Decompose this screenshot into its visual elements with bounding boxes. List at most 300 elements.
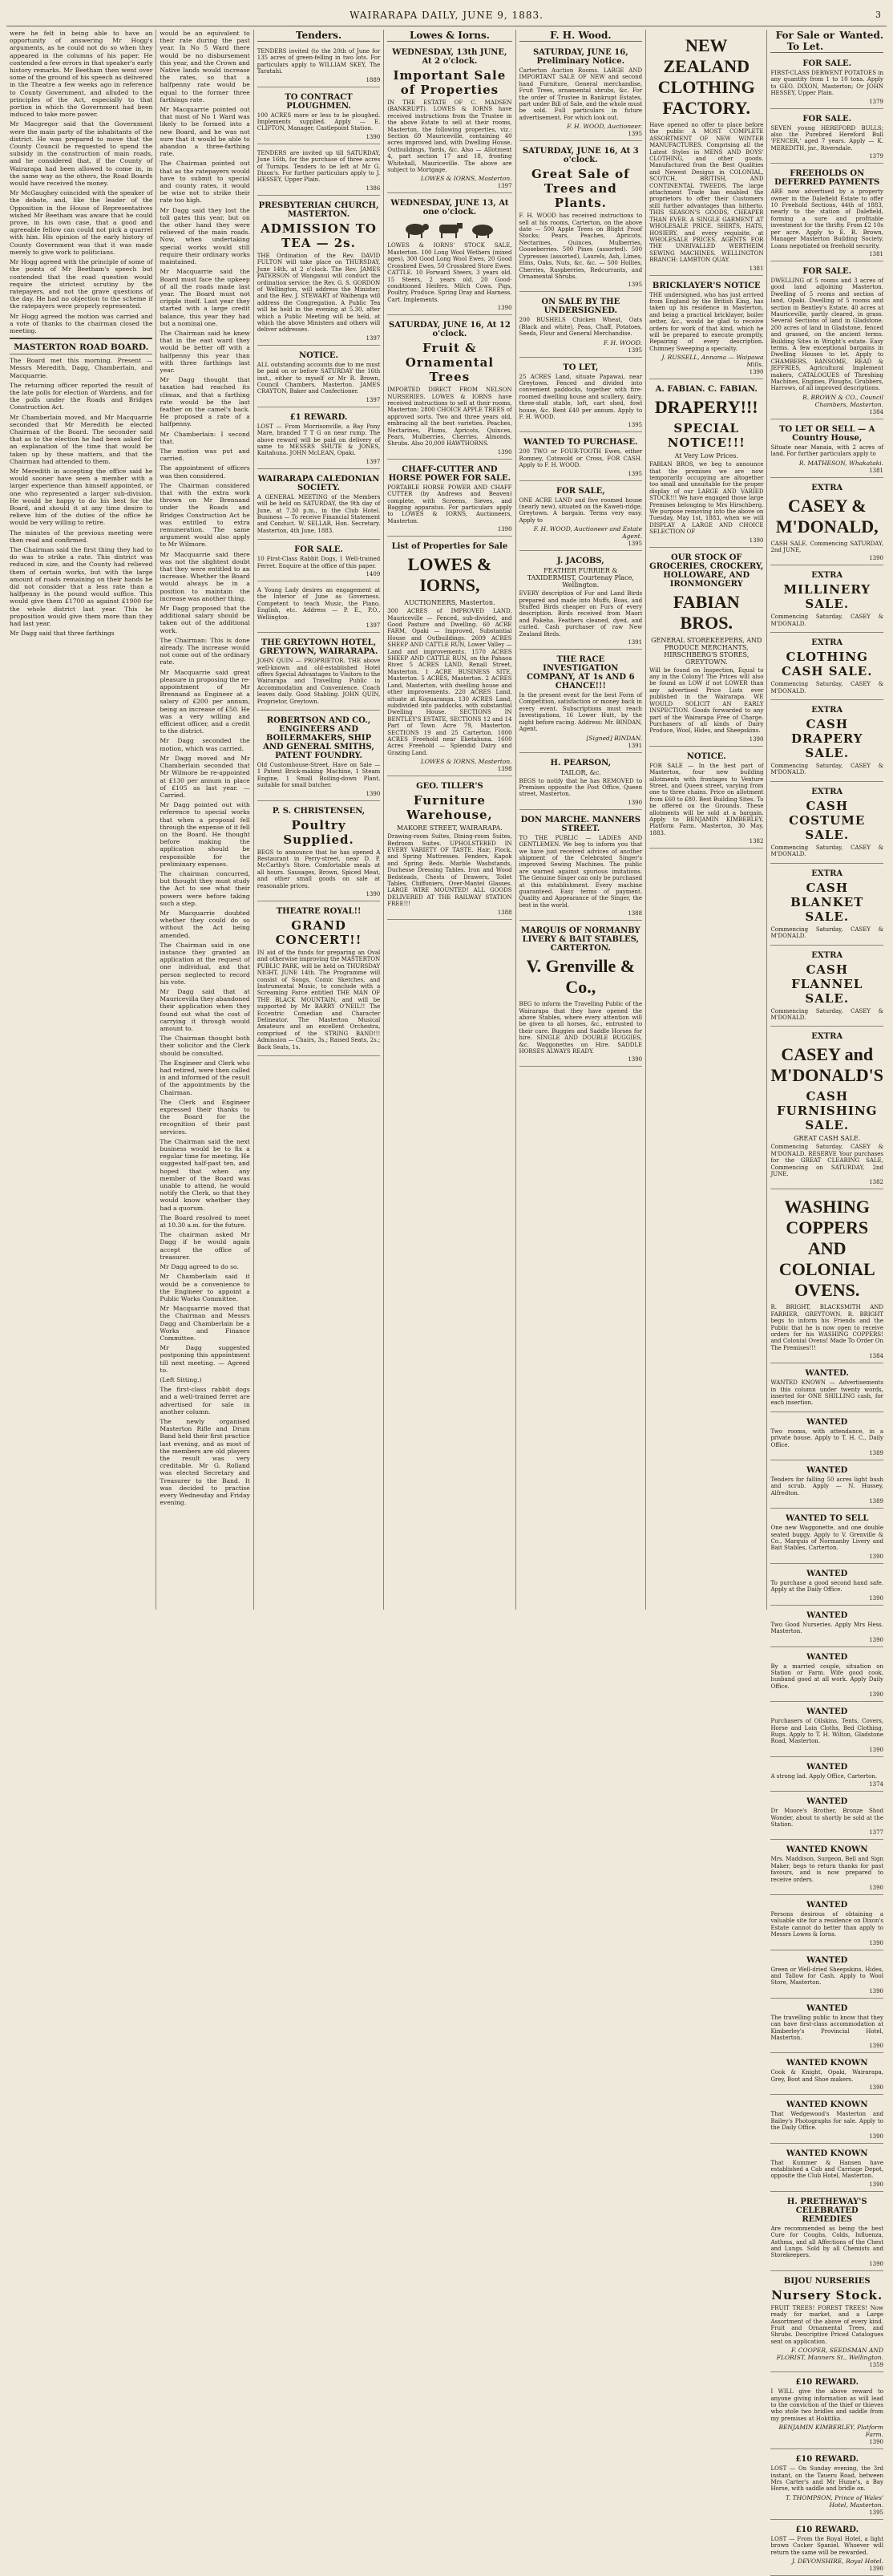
ad-number: 1397 [366,334,381,342]
ad-heading: ROBERTSON AND CO., ENGINEERS AND BOILERMAKERS, SHIP AND GENERAL SMITHS, PATENT FOUNDRY. [263,715,374,760]
advertisement [770,1649,883,1703]
advertisement [257,89,381,144]
advertisement [770,1191,883,1363]
ad-body: One new Waggonette, and one double seated buggy. Apply to V. Grenville & Co., Marquis of Normanby Livery and Bait Stables, Carterton. [770,1525,884,1552]
ad-body: THE Ordination of the Rev. DAVID FULTON will take place on THURSDAY, June 14th, at 2 o'clock. The Rev. JAMES PATERSON of Wanganui will conduct the ordination service; the Rev. G. S. GORDON of Wellington, will address the Minister; and the Rev. J. STEWART of Waihenga will address the Congregation. A Public Tea will be held in the evening at 5.30, after which a Public Meeting will be held, at which the above Ministers and others will deliver addresses. [257,252,381,334]
article-paragraph: The Chairman said the first thing they had to do was to strike a rate. This district was reduced in size, and the County had relieved them of certain works, but with the large amount of roads remaining on their hands he did not consider that a less rate than a halfpenny in the pound would suffice. This would give them £1700 as against £1900 for the whole district last year. This he proposition would give them more than they had last year. [10,546,153,628]
advertisement [519,434,643,480]
article-paragraph: The Chairman considered that with the extra work thrown on Mr Brennand under the Roads and Bridges Construction Act he was entitled to extra remuneration. The same argument would also apply to Mr Wilmore. [160,481,250,549]
ad-display-line: CASH COSTUME SALE. [789,798,866,842]
advertisement [770,1414,883,1460]
ad-heading: WANTED [806,1901,848,1910]
advertisement [257,347,381,407]
advertisement [770,2145,883,2192]
ad-heading: WEDNESDAY, JUNE 13, At one o'clock. [390,199,509,217]
article-paragraph: The minutes of the previous meeting were then read and confirmed. [10,529,153,544]
advertisement [257,634,381,711]
article-paragraph: Mr Macquarrie doubted whether they could do so without the Act being amended. [160,909,250,939]
ad-heading: WANTED [806,1762,848,1772]
ad-heading: EXTRA [811,638,843,648]
advertisement [387,538,511,776]
ad-body: LOST — From the Royal Hotel, a light brown Cocker Spaniel. Whoever will return the same will be rewarded. [770,2535,884,2556]
ad-heading: SATURDAY, JUNE 16, At 12 o'clock. [389,321,511,339]
livestock-illustrations [387,220,511,239]
ad-display-line: CASH DRAPERY SALE. [790,717,863,761]
article-paragraph: The Chairman said in one instance they granted an application at the request of one individual, and that person neglected to record his vote. [160,941,250,986]
advertisement [770,1759,883,1792]
ad-number: 1390 [869,1636,884,1643]
ad-display-line: CASH BLANKET SALE. [790,880,864,924]
ad-display-line: CASH FLANNEL SALE. [791,962,863,1006]
advertisement [770,1028,883,1189]
ad-number: 1395 [628,470,643,477]
ad-heading: FOR SALE, [556,486,605,496]
article-paragraph: were he felt in being able to have an opportunity of answering Mr Hogg's arguments, as he could not do so when they appeared in the columns of his paper. He contended a few errors in that speaker's early history remarks. Mr Beetham then went over some of the ground of his speech as delivered in the Theatre a few weeks ago in reference to County Government, and alluded to the principles of the Act, especially to that portion in which the Government had been induced to take more power. [10,30,153,119]
advertisement [770,2273,883,2372]
ad-body: IN THE ESTATE OF C. MADSEN (BANKRUPT). LOWES & IORNS have received instructions from the Trustee in the above Estate to sell at their rooms, Masterton, the following properties, viz.: Section 69 Mauriceville, containing 40 acres improved land, with Dwelling House, Outbuildings, Yards, &c. Also — Allotment 4, part section 17 and 18, fronting Whitehall, Mauriceville. The above are subject to Mortgage. [387,99,512,174]
article-paragraph: The Chairman thought both their solicitor and the Clerk should be consulted. [160,1035,250,1057]
ad-number: 1386 [366,184,381,192]
article-paragraph: Mr Dagg moved and Mr Chamberlain seconded that Mr Wilmore be re-appointed at £130 per annum in place of £105 as last year. — Carried. [160,754,250,799]
ad-heading: WAIRARAPA CALEDONIAN SOCIETY. [257,474,380,492]
cow-icon [434,220,465,239]
advertisement [649,381,763,547]
article-paragraph: The Chairman: This is done already. The increase would not come out of the ordinary rate. [160,636,250,666]
ad-heading: TO CONTRACT PLOUGHMEN. [285,92,353,111]
advertisement [257,583,381,633]
ad-display-title: V. Grenville & Co., [526,956,636,998]
ad-heading: DON MARCHE. MANNERS STREET. [520,815,641,833]
advertisement [649,30,763,276]
ad-display-title: DRAPERY!!! [654,397,758,418]
column-heading: F. H. Wood. [519,30,643,42]
ad-body: 200 TWO or FOUR-TOOTH Ewes, either Romney, Cotswold or Cross, FOR CASH. Apply to F. H. WOOD. [519,448,643,469]
column-heading: Tenders. [257,30,381,42]
ad-heading: WANTED [806,1797,848,1807]
page-number: 3 [875,10,882,20]
ad-signature: F. H. WOOD, Auctioneer. [567,123,643,131]
advertisement [519,294,643,357]
ad-display-line: Poultry Supplied. [283,817,354,847]
ad-heading: WANTED [806,2003,848,2013]
ad-body: 100 ACRES more or less to be ploughed. Implements supplied. Apply — E. CLIFTON, Manager, Castlepoint Station. [257,111,381,132]
ad-body: TENDERS invited (to the 20th of June for 135 acres of green-felling in two lots. For particulars apply to WILLIAM SKEY, The Taratahi. [257,48,381,75]
ad-heading: THE RACE INVESTIGATION COMPANY, AT 1s AND 6 CHANCE!!! [527,655,635,691]
advertisement [770,947,883,1027]
ad-heading: £10 REWARD. [795,2455,859,2465]
ad-heading: WANTED KNOWN [786,2100,868,2110]
ad-subheading: GENERAL STOREKEEPERS, AND PRODUCE MERCHANTS, HIRSCHBERG'S STORES, GREYTOWN. [651,636,762,666]
article-paragraph: Mr Chamberlain said it would be a convenience to the Engineer to appoint a Public Works Committee. [160,1273,250,1302]
ad-body: PORTABLE HORSE POWER AND CHAFF CUTTER (by Andrews and Beaven) complete, with Screens, Sieves, and Bagging apparatus. For particulars apply to LOWES & IORNS, Auctioneers, Masterton. [387,484,512,525]
ad-number: 1390 [869,2181,884,2188]
ad-display-title: CASEY and M'DONALD'S [770,1044,884,1086]
ad-body: Commencing Saturday, CASEY & M'DONALD. [770,1007,884,1021]
masthead [6,5,887,26]
article-paragraph: Mr Hogg agreed with the principle of some of the points of Mr Beetham's speech but contended that the road question would require the strictest scrutiny by the ratepayers, and not the grave questions of the day. He had no objection to the scheme if the ratepayers were properly represented. [10,258,153,310]
ad-body: Drawing-room Suites, Dining-room Suites, Bedroom Suites. UPHOLSTERED IN EVERY VARIETY OF TASTE. Hair, Flock, and Spring Mattresses. Fenders, Kapok and Spring Beds. Marble Washstands, Duchesse Dressing Tables. Iron and Wood Bedsteads, Chests of Drawers, Toilet Tables, Chiffoniers, Over-Mantel Glasses. LARGE WIRE MOUNTED! ALL GOODS DELIVERED AT THE RAILWAY STATION FREE!!! [387,833,512,908]
ad-heading: CHAFF-CUTTER AND HORSE POWER FOR SALE. [388,464,511,483]
ad-number: 1390 [869,2439,884,2446]
advertisement [519,143,643,292]
ad-heading: ON SALE BY THE UNDERSIGNED. [541,298,620,316]
ad-body: Persons desirous of obtaining a valuable site for a residence on Dixon's Estate cannot do better than apply to Messrs Lowes & Iorns. [770,1911,884,1938]
article-paragraph: The Board resolved to meet at 10.30 a.m. for the future. [160,1213,250,1229]
ad-display-title: LOWES & IORNS, [407,554,492,596]
advertisement [257,803,381,901]
ad-body: By a married couple, situation on Station or Farm. Wife good cook, husband good at all work. Apply Daily Office. [770,1663,884,1690]
ad-number: 1390 [869,1987,884,1995]
ad-body: Commencing Saturday, CASEY & M'DONALD. [770,681,884,695]
article-paragraph: Mr Dagg pointed out with reference to special works that when a proposal fell through the expense of it fell on the Board. He thought before making the application should be responsible for the preliminary expenses. [160,801,250,868]
article-paragraph: The returning officer reported the result of the late polls for election of Wardens, and for the polls under the Roads and Bridges Construction Act. [10,381,153,411]
column-heading-right: Wanted. [839,30,884,41]
ad-body: THE undersigned, who has just arrived from England by the British King, has taken up his residence in Masterton, and being a practical bricklayer, boiler setter, &c., would be glad to receive orders for work of that kind, which he will be prepared to execute promptly. Repairing of every description. Chimney Sweeping a specialty. [649,291,764,352]
advertisement [519,359,643,433]
article-paragraph: Mr Dagg said they lost the toll gates this year, but on the other hand they were relieved of the main roads. Now, when undertaking special works would still require their ordinary works maintained. [160,206,250,266]
column-fh-wood [516,30,647,1610]
article-paragraph: The motion was put and carried. [160,447,250,463]
ad-heading: EXTRA [811,706,843,715]
ad-heading: WANTED [806,1569,848,1578]
ad-number: 1395 [628,541,643,548]
advertisement [770,480,883,566]
ad-display-line: Furniture Warehouse, [406,793,493,823]
ad-heading: FREEHOLDS ON DEFERRED PAYMENTS [774,169,880,188]
ad-body: 10 First-Class Rabbit Dogs, 1 Well-trained Ferret. Enquire at the office of this paper. [257,556,381,569]
ad-heading: TO LET OR SELL — A Country House, [779,424,875,443]
ad-heading: WANTED TO SELL [786,1514,869,1524]
ad-body: In the present event for the best Form of Competition, satisfaction or money back in every event. Subscriptions must reach Investigations, 16 Lower Hutt, by the night before racing. Address: Mr. BINDAN, Agent. [519,692,643,733]
ad-signature: [Signed] BINDAN. [586,734,643,742]
ad-number: 1390 [869,2132,884,2140]
ad-number: 1390 [628,1056,643,1063]
advertisement [770,1897,883,1950]
advertisement [387,195,511,315]
ad-number: 1390 [869,1939,884,1946]
ad-number: 1390 [869,1553,884,1560]
ad-signature: LOWES & IORNS, Masterton. [420,175,512,183]
ad-body: ALL outstanding accounts due to me must be paid on or before SATURDAY the 16th inst., either to myself or Mr R. Brown, Council Chambers, Masterton. JAMES CRAYTON, Baker and Confectioner. [257,361,381,395]
column-clothing-fabian [646,30,767,1610]
ad-number: 1391 [628,639,643,646]
ad-signature: F. H. WOOD. [603,338,643,346]
article-paragraph: Mr Dagg proposed that the additional salary should be taken out of the additional work. [160,605,250,634]
advertisement [257,44,381,87]
ad-body: CASH SALE. Commencing SATURDAY, 2nd JUNE, [770,540,884,554]
ad-body: That Kummer & Hansen have established a Cab and Carriage Depot, opposite the Club Hotel, Masterton. [770,2159,884,2180]
ad-heading: List of Properties for Sale [391,542,508,552]
ad-body: 200 BUSHELS Chicken Wheat, Oats (Black and white), Peas, Chaff, Potatoes, Seeds, Flour and General Merchandise. [519,317,643,338]
ad-body: FIRST-CLASS DERWENT POTATOES in any quantity from 1 to 10 tons. Apply to GEO. DIXON, Masterton; Or JOHN HESSEY, Upper Plain. [770,70,884,97]
ad-heading: EXTRA [811,1032,843,1042]
column-news-1 [6,30,156,1610]
ad-number: 1390 [749,369,764,376]
advertisement [770,111,883,164]
ad-display-line: SPECIAL NOTICE!!! [667,421,746,451]
advertisement [519,44,643,141]
article-paragraph: (Left Sitting.) [160,1375,202,1383]
article-paragraph: Mr Meredith in accepting the office said he would sooner have seen a member with a larger experience than himself appointed, or one who represented a larger sub-division. He would be happy to do his best for the Board, and should it at any time desire to relieve him of the duties of the office he would be very willing to retire. [10,467,153,527]
ad-heading: FOR SALE. [294,545,343,555]
ad-heading: £1 REWARD. [289,412,348,422]
article-paragraph: Mr Macquarrie said there was not the slightest doubt that they were entitled to an increase. Whether the Board would always be in a position to maintain the increase was another thing. [160,550,250,602]
ad-body: Two rooms, with attendance, in a private house. Apply to T. H. C., Daily Office. [770,1428,884,1448]
ad-heading: SATURDAY, JUNE 16, At 3 o'clock. [522,147,639,165]
advertisement [257,146,381,196]
ad-number: 1390 [749,735,764,743]
article-paragraph: Mr Chamberlain: I second that. [160,430,250,445]
ad-heading: P. S. CHRISTENSEN, [272,806,366,816]
ad-heading: NOTICE. [299,350,339,360]
ad-body: BEG to inform the Travelling Public of the Wairarapa that they have opened the above Stables, where every attention will be given to all horses, &c., entrusted to their care. Buggies and Saddle Horses for hire. SINGLE AND DOUBLE BUGGIES, &c. Waggonettes on Hire. SADDLE HORSES ALWAYS READY. [519,1001,643,1055]
ad-heading: SATURDAY, JUNE 16, Preliminary Notice. [532,48,628,66]
advertisement [770,2055,883,2095]
ad-subheading: At Very Low Prices. [674,452,738,460]
ad-heading: THE GREYTOWN HOTEL, GREYTOWN, WAIRARAPA. [259,638,378,657]
section-heading: MASTERTON ROAD BOARD. [10,342,152,354]
ad-number: 1384 [869,1353,884,1360]
ad-body: To purchase a good second hand safe. Apply at the Daily Office. [770,1579,884,1594]
article-paragraph: Mr Chamberlain moved, and Mr Macquarrie seconded that Mr Meredith be elected Chairman of the Board. The seconder said that as to the election he had been asked for an explanation of the time that would be taken up by these matters, and that the Chairman had attended to them. [10,413,153,465]
ad-body: EVERY description of Fur and Land Birds prepared and made into Muffs, Boas, and Stuffed Birds cheaper on Furs of every description. Birds received from Maori and Pakeha. Feathers cleaned, dyed, and curled. Cash purchaser of raw New Zealand Birds. [519,590,643,638]
ad-heading: MARQUIS OF NORMANBY LIVERY & BAIT STABLES, CARTERTON. [520,926,640,954]
article-paragraph: Mr McGaughey coincided with the speaker of the debate, and, like the leader of the Opposition in the House of Representatives wished Mr Beetham was aware that he could prove, in his own case, that a good and agreeable fellow can could not pick a quarrel with him. His opinion of the early history of County Government was that it was made merely to give work to politicians. [10,189,153,256]
ad-display-line: MILLINERY SALE. [783,582,871,612]
ad-number: 1390 [869,1594,884,1602]
ad-heading: EXTRA [811,950,843,960]
ad-heading: WANTED [806,1955,848,1965]
ad-body: LOST — On Sunday evening, the 3rd instant, on the Taueru Road, between Mrs Carter's and Mr Hume's, a Bay Horse, with saddle and bridle on. [770,2465,884,2493]
advertisement [770,865,883,946]
advertisement [770,421,883,478]
ad-heading: WANTED. [805,1369,849,1379]
ad-display-line: GRAND CONCERT!! [275,918,362,947]
advertisement [770,1565,883,1606]
ad-display-line: CASH FURNISHING SALE. [777,1089,878,1133]
ad-number: 1395 [628,281,643,289]
ad-heading: £10 REWARD. [795,2378,859,2388]
article-paragraph: The Chairman pointed out that as the ratepayers would have to submit to special and county rates, it would be wise not to strike their rate too high. [160,160,250,205]
advertisement [519,812,643,921]
article-paragraph: The Chairman said he knew that in the east ward they would be better off with a halfpenny this year than with three farthings last year. [160,329,250,374]
article-paragraph: Mr Dagg said that three farthings [10,630,115,638]
ad-number: 1388 [628,910,643,917]
ad-heading: H. PRETHEWAY'S CELEBRATED REMEDIES [786,2197,867,2224]
ad-number: 1379 [869,153,884,160]
column-heading-row [770,30,883,53]
article-paragraph: The Clerk and Engineer expressed their thanks to the Board for the recognition of their past services. [160,1098,250,1136]
advertisement [770,2096,883,2143]
advertisement [387,317,511,460]
ad-number: 1390 [366,133,381,140]
ad-body: Dr Moore's Brother, Bronze Shod Wonder, about to shortly be sold at the Station. [770,1808,884,1828]
ad-display-line: Great Sale of Trees and Plants. [531,167,630,211]
advertisement [770,2000,883,2054]
ad-heading: WANTED [806,1610,848,1620]
ad-number: 1389 [869,1498,884,1505]
ad-heading: WEDNESDAY, 13th JUNE, At 2 o'clock. [392,48,507,66]
advertisement [770,1462,883,1509]
advertisement [649,549,763,747]
ad-number: 1390 [749,537,764,544]
advertisement [770,2451,883,2520]
ad-number: 1379 [869,98,884,105]
advertisement [257,409,381,469]
column-heading-left: For Sale or To Let. [775,30,835,52]
advertisement [257,712,381,801]
advertisement [770,1365,883,1412]
ad-display-line: Important Sale of Properties [393,68,507,97]
ad-heading: EXTRA [811,571,843,581]
ad-heading: FOR SALE. [802,59,852,68]
ad-heading: WANTED [806,1466,848,1476]
advertisement [770,55,883,109]
ad-number: 1390 [869,2260,884,2267]
advertisement [770,263,883,419]
ad-body: Carterton Auction Rooms. LARGE AND IMPORTANT SALE OF NEW and second hand Furniture, General merchandise, Fruit Trees, ornamental shrubs, &c. For the order of Trustee in Bankrupt Estates, part under Bill of Sale, and the whole must be sold. Full particulars in future advertisement. For which look out. [519,67,643,121]
ad-display-line: Nursery Stock. [771,2287,883,2303]
advertisement [770,2374,883,2449]
advertisement [770,702,883,782]
advertisement [770,634,883,700]
ad-body: Tenders for falling 50 acres light bush and scrub. Apply — N. Hussey, Alfredton. [770,1476,884,1497]
column-tenders [254,30,385,1610]
ad-body: Old Customhouse-Street, Have on Sale — 1 Patent Brick-making Machine, 1 Steam Engine, 1 Small Boiling-down Plant, suitable for small butcher. [257,761,381,789]
advertisement [257,541,381,581]
ad-number: 1381 [749,265,764,272]
ad-body: Two Good Nurseries. Apply Mrs Hess. Masterton. [770,1621,884,1635]
article-paragraph: Mr Macquarrie said the Board must face the upkeep of all the roads made last year. The Board must not cripple itself. Last year they started with a large credit balance, this year they had but a nominal one. [160,268,250,327]
ad-heading: GEO. TILLER'S [416,782,483,792]
ad-body: Situate near Manaia, with 2 acres of land. For further particulars apply to [770,444,884,458]
ad-body: 300 ACRES of IMPROVED LAND, Mauriceville — Fenced, sub-divided, and Good Pasture and Dwelling. 60 ACRE FARM, Opaki — Improved, Substantial House and Outbuildings. 2609 ACRES SHEEP AND CATTLE RUN, Lower Valley — Land and improvements. 1570 ACRES SHEEP AND CATTLE RUN, on the Pahaoa River. 5 ACRES LAND, Renall Street, Masterton. 1 ACRE BUSINESS SITE, Masterton. 5 ACRES, Masterton. 2 ACRES Land, Masterton, with dwelling house and other improvements. 220 ACRES Land, situate at Kopuaranga. 130 ACRES Land, subdivided into paddocks, with substantial Dwelling House. SECTIONS IN BENTLEY'S ESTATE, SECTIONS 12 and 14 Part of Town Acre 79, Masterton. SECTIONS 19 and 25 Carterton. 1000 ACRES Freehold near Eketahuna. 1600 Acres Freehold — Splendid Dairy and Grazing Land. [387,608,512,756]
ad-number: 1390 [869,555,884,562]
article-paragraph: Mr Macquarrie said great pleasure in proposing the re-appointment of Mr Brennand as Engineer at a salary of £200 per annum, being an increase of £50. He was a very willing and efficient officer, and a credit to the district. [160,668,250,735]
ad-body: A GENERAL MEETING of the Members will be held on SATURDAY, the 9th day of June, at 7.30 p.m., in the Club Hotel. Business — To receive Financial Statement and Conduct. W. SELLAR, Hon. Secretary. Masterton, 4th June, 1883. [257,493,381,534]
ad-body: IMPORTED DIRECT FROM NELSON NURSERIES. LOWES & IORNS have received instructions to sell at their rooms, Masterton: 2800 CHOICE APPLE TREES of approved sorts. Two and three years old, embracing all the best varieties. Peaches, Nectarines, Plums, Apricots, Quinces, Pears, Mulberries, Cherries, Almonds, Shrubs. Also 20,000 HAWTHORNS. [387,387,512,448]
ad-heading: FOR SALE. [802,114,852,124]
ad-body: ARE now advertised by a property owner in the Dalefield Estate to offer 10 Freehold Sections, 44th of 1883, nearly to the station of Dalefield, forming a sure and profitable investment for the thrifty. From £2 10s per acre. Apply to E. R. Brown, Manager Masterton Building Society. Loans negotiated on freehold security. [770,188,884,249]
advertisement [649,277,763,380]
ad-body: 25 ACRES Land, situate Papawai, near Greytown. Fenced and divided into convenient paddocks, together with fire-roomed dwelling house and scullery, dairy, three-stall stable, loft, cart shed, fowl house, &c. Rent £40 per annum. Apply to F. H. WOOD. [519,373,643,420]
ad-number: 1374 [869,1781,884,1788]
article-paragraph: The first-class rabbit dogs and a well-trained ferret are advertised for sale in another column. [160,1386,250,1416]
ad-body: Cook & Knight, Opaki, Wairarapa, Grey, Boot and Shoe makers. [770,2069,884,2083]
article-paragraph: Mr Dagg thought that taxation had reached its climax, and that a farthing rate would be the last feather on the camel's back. He proposed a rate of a halfpenny. [160,376,250,428]
article-paragraph: Mr Hogg agreed the motion was carried and a vote of thanks to the chairman closed the meeting. [10,312,153,334]
ad-number: 1390 [869,2084,884,2092]
ad-body: F. H. WOOD has received instructions to sell at his rooms, Carterton, on the above date — 500 Apple Trees on Blight Proof Stocks; Pears, Peaches, Apricots, Nectarines, Quinces, Mulberries, Gooseberries. 500 Pines (assorted). 500 Cypresses (assorted), Laurels, Ash, Limes, Elms, Oaks, Nuts, &c. &c. — 500 Hollies, Cherries, Raspberries, Redcurrants, and Ornamental Shrubs. [519,213,643,280]
article-paragraph: The chairman concurred, but thought they must study the Act to see what their powers were before taking such a step. [160,869,250,907]
ad-number: 1390 [869,1885,884,1891]
article-paragraph: The Board met this morning. Present — Messrs Meredith, Dagg, Chamberlain, and Macquarrie. [10,357,153,379]
ad-body: Commencing Saturday, CASEY & M'DONALD. [770,763,884,776]
advertisement [770,1703,883,1757]
ad-heading: WANTED [806,1707,848,1717]
advertisement [770,2521,883,2576]
ad-signature: LOWES & IORNS, Masterton. [420,758,512,766]
advertisement [519,755,643,810]
ad-number: 1390 [869,2566,884,2573]
advertisement [770,784,883,864]
advertisement [387,778,511,919]
ad-body: LOST — From Morrisonville, a Bay Pony Mare, branded T T G on near rump. The above reward will be paid on delivery of same to MESSRS SHUTE & JONES, Kaitahuna. JOHN McLEAN, Opaki. [257,423,381,457]
ad-heading: J. JACOBS, [556,557,604,566]
advertisement [257,471,381,540]
masthead-title: WAIRARAPA DAILY, JUNE 9, 1883. [350,10,543,21]
ad-signature: F. H. WOOD, Auctioneer and Estate Agent. [533,525,643,541]
article-paragraph: Mr Macquarrie moved that the Chairman and Messrs Dagg and Chamberlain be a Works and Finance Committee. [160,1305,250,1342]
ad-number: 1381 [869,467,884,474]
ad-number: 1390 [869,1746,884,1753]
advertisement [770,165,883,261]
article-paragraph: Mr Macgregor said that the Government were the main party of the inhabitants of the district. He was prepared to move that the County Council be requested to spend the subsidy in the construction of main roads, and he considered that, if the County of Wairarapa had been allowed to come in, in the same way as the others, the Road Boards would have received the money. [10,120,153,188]
advertisement [387,44,511,193]
ad-body: Commencing Saturday, CASEY & M'DONALD. [770,844,884,858]
article-paragraph: Mr Dagg agreed to do so. [160,1263,239,1271]
article-paragraph: The appointment of officers was then considered. [160,464,250,480]
ad-body: R. BRIGHT, BLACKSMITH AND FARRIER, GREYTOWN. R. BRIGHT begs to inform his Friends and the Public that he is now open to receive orders for his WASHING COPPERS! and Colonial Ovens! Made To Order On The Premises!!! [770,1304,884,1351]
sheep-icon [401,220,431,239]
advertisement [519,651,643,752]
ad-heading: FOR SALE. [802,266,852,276]
ad-number: 1390 [497,305,512,312]
ad-body: BEGS to notify that he has REMOVED to Premises opposite the Post Office, Queen street, Masterton. [519,777,643,798]
ad-heading: PRESBYTERIAN CHURCH, MASTERTON. [258,200,379,219]
pig-icon [468,220,499,239]
column-news-2 [156,30,253,1610]
ad-subheading: TAILOR, &c. [560,768,601,776]
ad-body: Mrs. Maddison, Surgeon, Bell and Sign Maker, begs to return thanks for past favours, and is now prepared to receive orders. [770,1856,884,1883]
ad-number: 1395 [628,422,643,429]
ad-body: Commencing Saturday, CASEY & M'DONALD. [770,614,884,627]
ad-body: SEVEN young HEREFORD BULLS; also the Purebred Hereford Bull 'FENCER,' aged 7 years. Apply — K. MEREDITH, jnr., Riversdale. [770,124,884,152]
ad-body: Commencing Saturday, CASEY & M'DONALD. [770,925,884,940]
ad-number: 1409 [366,571,381,578]
ad-signature: J. RUSSELL, Annama — Waipawa Mills. [661,354,764,369]
ad-signature: J. DEVONSHIRE, Royal Hotel. [791,2558,884,2566]
advertisement [770,1510,883,1564]
ad-body: A strong lad. Apply Office, Carterton. [770,1772,878,1780]
column-lowes-iorns [384,30,515,1610]
ad-number: 1377 [869,1829,884,1837]
column-heading: Lowes & Iorns. [387,30,511,42]
advertisement [770,1952,883,1999]
article-paragraph: Mr Dagg said that at Mauricevilla they abandoned their application when they found out what the cost of carrying it through would amount to. [160,987,250,1032]
ad-number: 1384 [869,408,884,415]
ad-body: Will be found on Inspection, Equal to any in the Colony! The Prices will also be found as LOW if not LOWER than any advertised Price Lists ever published in the Wairarapa. WE WOULD SOLICIT AN EARLY INSPECTION. Goods forwarded to any part of the Wairarapa Free of Charge. Purchasers of all kinds of Dairy Produce, Wool, Hides, and Sheepskins. [649,666,764,735]
ad-body: A Young Lady desires an engagement at the Interior of June as Governess. Competent to teach Music, the Piano, English, etc. Address — P. E., P.O., Wellington. [257,587,381,621]
ad-body: LOWES & IORNS' STOCK SALE, Masterton. 100 Long Wool Wethers (mixed ages), 300 Good Long Wool Ewes, 20 Good Crossbred Ewes, 50 Crossbred Store Ewes. CATTLE. 10 Forward Steers, 3 years old. 15 Steers, 2 years old. 20 Good-conditioned Heifers. Milch Cows. Pigs, Poultry, Produce. Spring Dray and Harness. Cart. Implements. [387,242,512,303]
ad-number: 1390 [366,891,381,897]
article-paragraph: Mr Macquarrie pointed out that most of No 1 Ward was likely to be formed into a new Board, and he was not sure that it would be able to abandon a three-farthing rate. [160,106,250,158]
ad-signature: R. MATHESON, Whakataki. [798,459,884,467]
ad-display-title: NEW ZEALAND CLOTHING FACTORY. [657,35,755,118]
ad-subheading: MAKORE STREET, WAIRARAPA. [397,824,503,832]
article-paragraph: Mr Dagg suggested postponing this appointment till next meeting. — Agreed to. [160,1344,250,1374]
ad-body: TENDERS are invited up till SATURDAY, June 16th, for the purchase of three acres of Turnips. Tenders to be left at Mr G. Dixon's. For further particulars apply to J. HESSEY, Upper Plain. [257,149,381,184]
ad-number: 1391 [628,742,643,749]
ad-heading: WANTED KNOWN [786,1845,868,1855]
ad-heading: NOTICE. [686,751,726,761]
article-paragraph: The Engineer and Clerk who had retired, were then called in and informed of the result of the appointments by the Chairman. [160,1059,250,1096]
ad-heading: WANTED TO PURCHASE. [523,438,638,448]
ad-number: 1397 [366,396,381,403]
ad-number: 1889 [366,76,381,83]
ad-heading: THEATRE ROYAL!! [276,907,362,916]
ad-body: Purchasers of Oilskins, Tents, Covers, Horse and Loin Cloths, Bed Clothing, Rugs. Apply to T. H. Wilton, Gladstone Road, Masterton. [770,1718,884,1745]
